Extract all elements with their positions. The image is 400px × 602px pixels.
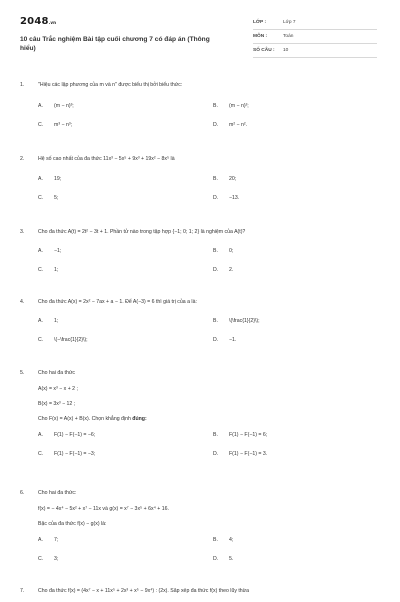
option-d[interactable]: [213, 122, 388, 141]
option-label: A.: [38, 248, 43, 254]
option-b[interactable]: [213, 248, 388, 267]
option-text: (m − n)³;: [54, 103, 74, 109]
meta-row-count: [253, 44, 377, 58]
option-text: (m − n)²;: [229, 103, 249, 109]
option-a[interactable]: [38, 432, 213, 451]
document-title: 10 câu Trắc nghiệm Bài tập cuối chương 7 có đáp án (Thông hiểu): [20, 36, 210, 52]
option-text: m³ − n³;: [54, 122, 73, 128]
option-b[interactable]: [213, 103, 388, 122]
option-d[interactable]: [213, 337, 388, 356]
instruction-text: Cho F(x) = A(x) + B(x). Chọn khẳng định: [38, 416, 133, 422]
option-a[interactable]: [38, 103, 213, 122]
logo-suffix: .vn: [48, 20, 57, 25]
option-label: D.: [213, 451, 219, 457]
option-text: 0;: [229, 248, 234, 254]
option-text: F(1) − F(−1) = 6;: [229, 432, 268, 438]
option-label: D.: [213, 122, 219, 128]
meta-value: Toán: [283, 34, 294, 39]
question-text: Cho hai đa thức:: [38, 490, 77, 496]
option-text: F(1) − F(−1) = −3;: [54, 451, 96, 457]
option-text: 7;: [54, 537, 59, 543]
option-text: 4;: [229, 537, 234, 543]
question-number: 1.: [20, 82, 25, 88]
meta-key: SỐ CÂU :: [253, 48, 275, 53]
option-label: D.: [213, 556, 219, 562]
option-d[interactable]: [213, 451, 388, 470]
formula-line: A(x) = x³ − x + 2 ;: [38, 386, 78, 392]
option-text: 20;: [229, 176, 237, 182]
option-text: F(1) − F(−1) = 3.: [229, 451, 268, 457]
question-number: 4.: [20, 299, 25, 305]
option-label: B.: [213, 248, 218, 254]
option-text: −1.: [229, 337, 237, 343]
logo-main: 2048: [20, 16, 49, 27]
option-label: B.: [213, 176, 218, 182]
option-label: B.: [213, 103, 218, 109]
question-number: 7.: [20, 588, 25, 594]
option-c[interactable]: [38, 337, 213, 356]
option-label: C.: [38, 337, 44, 343]
option-c[interactable]: [38, 451, 213, 470]
question-list: [20, 82, 380, 602]
option-label: C.: [38, 556, 44, 562]
option-d[interactable]: [213, 267, 388, 286]
question-number: 5.: [20, 370, 25, 376]
question-number: 6.: [20, 490, 25, 496]
meta-row-subject: [253, 30, 377, 44]
instruction-text: đúng:: [132, 416, 147, 422]
question-text: Cho đa thức A(x) = 2x² − 7ax + a − 1. Để A(−3) = 6 thì giá trị của a là:: [38, 299, 197, 305]
option-label: D.: [213, 195, 219, 201]
question-6: [20, 490, 380, 588]
meta-table: [253, 16, 377, 58]
option-label: C.: [38, 267, 44, 273]
option-text: 5.: [229, 556, 234, 562]
question-text: Hệ số cao nhất của đa thức 11x³ − 5x⁵ + 9x³ + 19x² − 8x⁵ là: [38, 156, 175, 162]
option-a[interactable]: [38, 176, 213, 195]
option-text: 1;: [54, 318, 59, 324]
meta-row-class: [253, 16, 377, 30]
question-5: [20, 370, 380, 490]
option-b[interactable]: [213, 432, 388, 451]
option-label: A.: [38, 103, 43, 109]
option-label: C.: [38, 451, 44, 457]
question-3: [20, 229, 380, 299]
instruction-line: Bậc của đa thức f(x) − g(x) là:: [38, 521, 107, 527]
option-label: A.: [38, 318, 43, 324]
site-logo[interactable]: [20, 16, 56, 27]
option-label: A.: [38, 432, 43, 438]
option-text: −13.: [229, 195, 240, 201]
option-text: 1;: [54, 267, 59, 273]
option-text: \(−\frac{1}{2}\);: [54, 337, 88, 343]
question-1: [20, 82, 380, 156]
formula-line: f(x) = − 4x⁴ − 5x² + x⁷ − 11x và g(x) = x⁷ − 3x⁵ + 6x⁴ + 16.: [38, 506, 169, 512]
meta-key: MÔN :: [253, 34, 268, 39]
question-number: 2.: [20, 156, 25, 162]
option-label: D.: [213, 337, 219, 343]
option-text: −1;: [54, 248, 62, 254]
option-label: C.: [38, 195, 44, 201]
question-text: Cho hai đa thức: [38, 370, 75, 376]
option-a[interactable]: [38, 537, 213, 556]
option-a[interactable]: [38, 318, 213, 337]
question-2: [20, 156, 380, 229]
question-number: 3.: [20, 229, 25, 235]
question-text: "Hiệu các lập phương của m và n" được biểu thị bởi biểu thức:: [38, 82, 183, 88]
option-text: \(\frac{1}{2}\);: [229, 318, 260, 324]
option-text: 2.: [229, 267, 234, 273]
option-c[interactable]: [38, 195, 213, 214]
option-d[interactable]: [213, 556, 388, 575]
option-b[interactable]: [213, 318, 388, 337]
question-4: [20, 299, 380, 370]
meta-key: LỚP :: [253, 20, 267, 25]
option-text: m² − n².: [229, 122, 248, 128]
option-b[interactable]: [213, 537, 388, 556]
option-label: A.: [38, 537, 43, 543]
option-text: F(1) − F(−1) = −6;: [54, 432, 96, 438]
option-label: C.: [38, 122, 44, 128]
meta-value: 10: [283, 48, 289, 53]
option-label: B.: [213, 537, 218, 543]
option-text: 3;: [54, 556, 59, 562]
meta-value: Lớp 7: [283, 20, 296, 25]
question-text: Cho đa thức A(t) = 2t² − 3t + 1. Phần tử nào trong tập hợp {−1; 0; 1; 2} là nghiệm của A(t)?: [38, 229, 246, 235]
option-c[interactable]: [38, 556, 213, 575]
formula-line: B(x) = 3x³ − 12 ;: [38, 401, 76, 407]
option-b[interactable]: [213, 176, 388, 195]
option-text: 5;: [54, 195, 59, 201]
instruction-line: [20, 416, 380, 431]
question-text: Cho đa thức f(x) = (4x⁷ − x + 11x⁵ + 2x³ + x⁵ − 9x⁴) : (2x). Sắp xếp đa thức f(x) theo lũy thừa: [38, 588, 250, 594]
option-c[interactable]: [38, 122, 213, 141]
option-a[interactable]: [38, 248, 213, 267]
option-label: B.: [213, 318, 218, 324]
option-label: A.: [38, 176, 43, 182]
option-label: B.: [213, 432, 218, 438]
option-label: D.: [213, 267, 219, 273]
option-text: 19;: [54, 176, 62, 182]
option-d[interactable]: [213, 195, 388, 214]
option-c[interactable]: [38, 267, 213, 286]
